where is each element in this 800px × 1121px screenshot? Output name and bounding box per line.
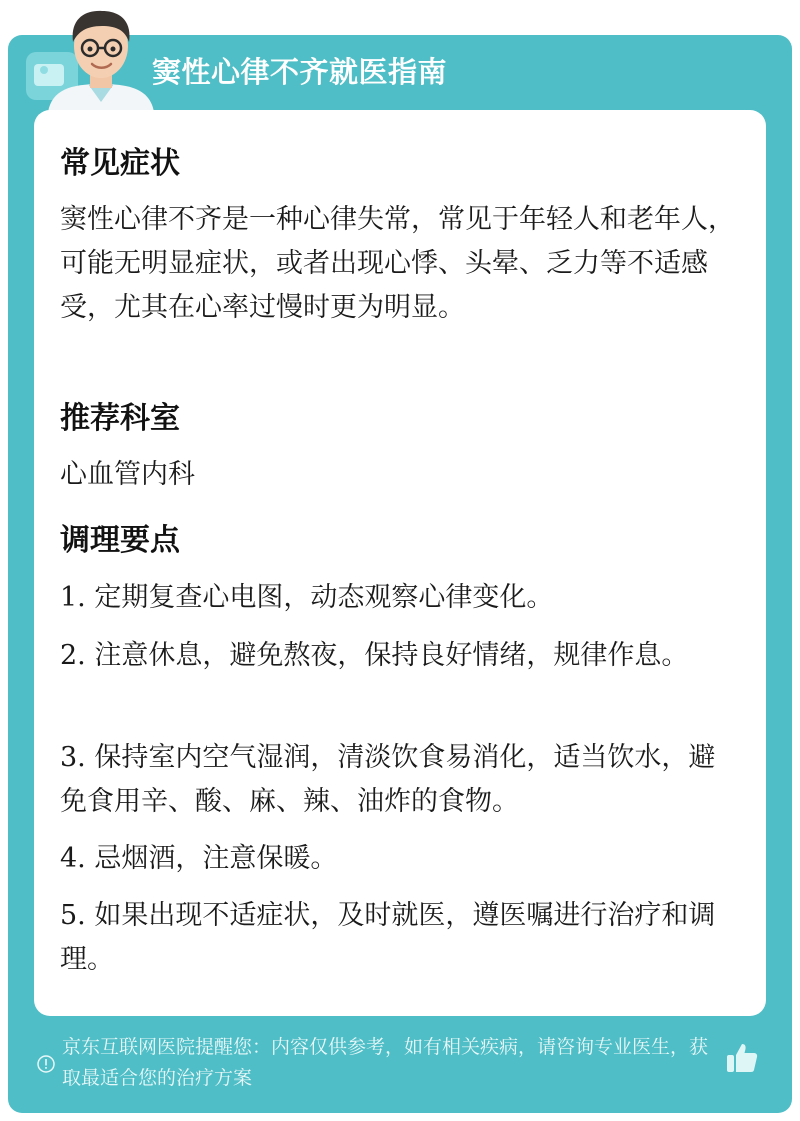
symptoms-text: 窦性心律不齐是一种心律失常，常见于年轻人和老年人，可能无明显症状，或者出现心悸、头晕、乏力等不适感受，尤其在心率过慢时更为明显。 [60,204,735,323]
list-item-number: 4. [60,843,86,874]
list-item [60,576,740,620]
content-card [34,110,766,1016]
list-item-text: 如果出现不适症状，及时就医，遵医嘱进行治疗和调理。 [60,900,716,975]
list-item-number: 3. [60,742,86,773]
page-title: 窦性心律不齐就医指南 [152,55,448,89]
department-heading: 推荐科室 [60,401,180,436]
thumbs-up-icon[interactable] [724,1040,760,1076]
care-heading: 调理要点 [60,523,180,558]
list-item-text: 定期复查心电图，动态观察心律变化。 [94,582,554,613]
department-text: 心血管内科 [60,459,195,490]
list-item [60,634,740,678]
list-item-number: 1. [60,582,86,613]
list-item [60,837,740,881]
list-item-text: 注意休息，避免熬夜，保持良好情绪，规律作息。 [94,640,689,671]
list-item-text: 忌烟酒，注意保暖。 [94,843,338,874]
list-item [60,736,740,824]
symptoms-heading: 常见症状 [60,146,180,181]
info-icon [36,1054,56,1074]
list-item-number: 5. [60,900,86,931]
footer-notice: 京东互联网医院提醒您：内容仅供参考，如有相关疾病，请咨询专业医生，获取最适合您的治疗方案 [62,1036,709,1089]
list-item-text: 保持室内空气湿润，清淡饮食易消化，适当饮水，避免食用辛、酸、麻、辣、油炸的食物。 [60,742,716,817]
list-item [60,894,740,982]
list-item-number: 2. [60,640,86,671]
